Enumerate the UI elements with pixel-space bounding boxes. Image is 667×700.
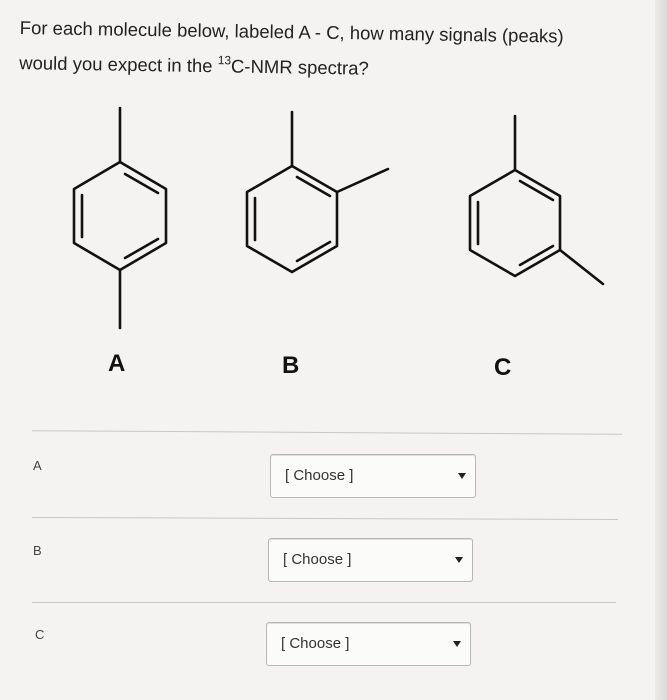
structures-drawing — [0, 90, 667, 410]
molecule-label-b: B — [282, 352, 300, 379]
answer-row-label-a: A — [33, 458, 42, 473]
select-value: [ Choose ] — [281, 635, 350, 652]
answer-select-b[interactable] — [268, 538, 473, 582]
molecule-structures — [0, 90, 667, 410]
caret-down-icon — [454, 555, 464, 565]
molecule-label-a: A — [108, 350, 126, 377]
answer-select-a[interactable] — [270, 454, 476, 498]
question-line-1: For each molecule below, labeled A - C, how many signals (peaks) — [19, 16, 564, 47]
caret-down-icon — [452, 639, 462, 649]
question-line-2-prefix: would you expect in the — [19, 52, 218, 77]
isotope-superscript: 13 — [217, 53, 232, 68]
row-divider — [32, 602, 616, 603]
page-edge-shadow — [655, 0, 667, 700]
question-line-2-suffix: C-NMR spectra? — [230, 55, 369, 79]
select-value: [ Choose ] — [285, 467, 354, 484]
molecule-c-meta-xylene — [470, 116, 603, 284]
answer-select-c[interactable] — [266, 622, 471, 666]
molecule-label-c: C — [494, 354, 512, 381]
answer-row-label-c: C — [35, 627, 45, 642]
select-value: [ Choose ] — [283, 551, 352, 568]
answer-row-label-b: B — [33, 543, 42, 558]
molecule-b-ortho-xylene — [247, 112, 388, 272]
question-text — [19, 12, 640, 88]
row-divider — [32, 517, 618, 520]
row-divider — [32, 430, 622, 435]
caret-down-icon — [457, 471, 467, 481]
molecule-a-para-xylene — [74, 108, 166, 328]
